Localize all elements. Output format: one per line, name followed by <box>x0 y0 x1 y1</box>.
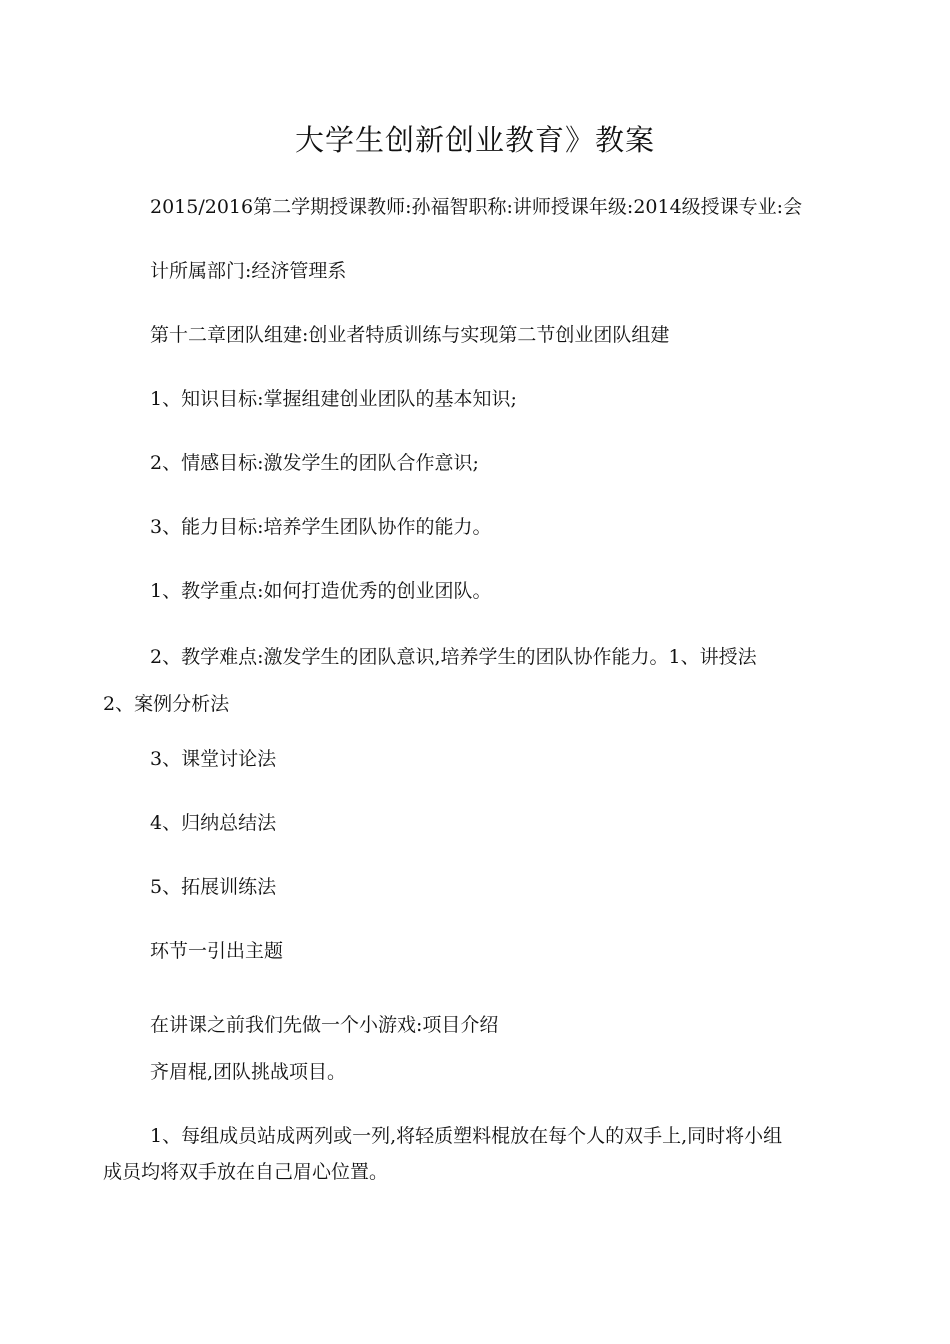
document-title: 大学生创新创业教育》教案 <box>294 123 655 157</box>
paragraph-term-info: 2015/2016第二学期授课教师:孙福智职称:讲师授课年级:2014级授课专业:会 <box>150 196 803 218</box>
paragraph-goal-emotion: 2、情感目标:激发学生的团队合作意识; <box>150 452 479 474</box>
paragraph-section-one: 环节一引出主题 <box>150 940 284 962</box>
paragraph-difficulty: 2、教学难点:激发学生的团队意识,培养学生的团队协作能力。1、讲授法 <box>150 646 757 668</box>
paragraph-game-step-1: 1、每组成员站成两列或一列,将轻质塑料棍放在每个人的双手上,同时将小组 <box>150 1125 783 1147</box>
paragraph-goal-knowledge: 1、知识目标:掌握组建创业团队的基本知识; <box>150 388 517 410</box>
paragraph-game-step-1-cont: 成员均将双手放在自己眉心位置。 <box>103 1161 389 1183</box>
paragraph-method-training: 5、拓展训练法 <box>150 876 277 898</box>
paragraph-chapter: 第十二章团队组建:创业者特质训练与实现第二节创业团队组建 <box>150 324 670 346</box>
paragraph-method-summary: 4、归纳总结法 <box>150 812 277 834</box>
paragraph-department: 计所属部门:经济管理系 <box>150 260 347 282</box>
paragraph-game-intro: 在讲课之前我们先做一个小游戏:项目介绍 <box>150 1014 499 1036</box>
paragraph-method-case: 2、案例分析法 <box>103 693 230 715</box>
paragraph-game-name: 齐眉棍,团队挑战项目。 <box>150 1061 347 1083</box>
paragraph-key-point: 1、教学重点:如何打造优秀的创业团队。 <box>150 580 492 602</box>
paragraph-goal-ability: 3、能力目标:培养学生团队协作的能力。 <box>150 516 492 538</box>
paragraph-method-discussion: 3、课堂讨论法 <box>150 748 277 770</box>
